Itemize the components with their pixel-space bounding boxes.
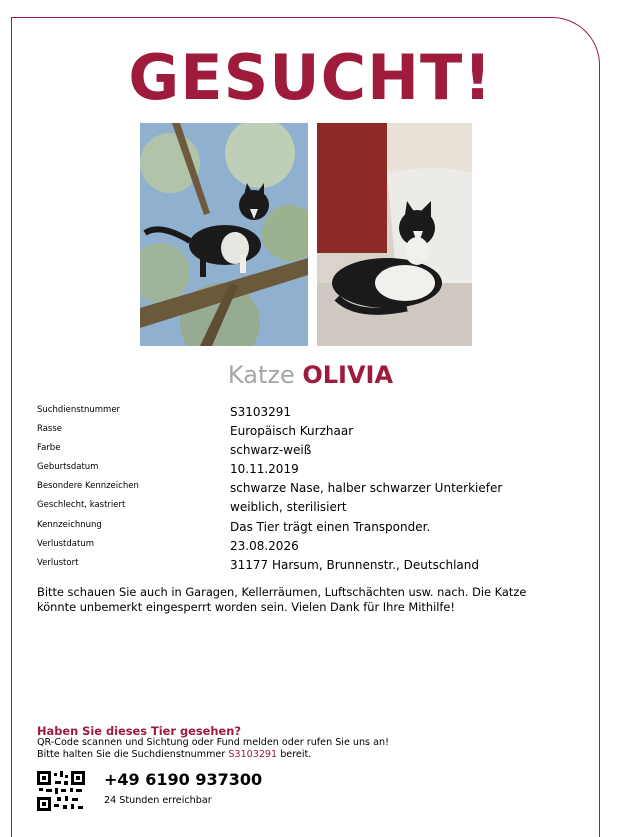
detail-label: Verlustort: [37, 557, 79, 568]
detail-label: Geburtsdatum: [37, 462, 99, 473]
detail-row: [37, 422, 577, 441]
detail-row: [37, 479, 577, 498]
poster-title: GESUCHT!: [128, 41, 493, 114]
details-table: [37, 403, 577, 575]
contact-reference-prefix: Bitte halten Sie die Suchdienstnummer: [37, 749, 229, 760]
detail-value: weiblich, sterilisiert: [230, 500, 347, 515]
detail-value: 23.08.2026: [230, 538, 299, 553]
detail-row: [37, 403, 577, 422]
detail-value: schwarze Nase, halber schwarzer Unterkiefer: [230, 481, 503, 496]
availability-note: 24 Stunden erreichbar: [104, 795, 212, 806]
contact-heading: Haben Sie dieses Tier gesehen?: [37, 724, 241, 738]
detail-label: Rasse: [37, 424, 63, 435]
detail-row: [37, 518, 577, 537]
species-label: Katze: [227, 361, 295, 389]
detail-row: [37, 556, 577, 575]
detail-label: Besondere Kennzeichen: [37, 481, 139, 492]
detail-label: Kennzeichnung: [37, 519, 102, 530]
detail-label: Geschlecht, kastriert: [37, 500, 126, 511]
detail-label: Verlustdatum: [37, 538, 94, 549]
phone-number[interactable]: +49 6190 937300: [104, 770, 263, 789]
cat-on-branch-photo: [140, 123, 308, 346]
contact-reference-line: [37, 749, 311, 760]
detail-row: [37, 441, 577, 460]
contact-reference-suffix: bereit.: [277, 749, 312, 760]
detail-label: Farbe: [37, 443, 61, 454]
contact-instruction: QR-Code scannen und Sichtung oder Fund melden oder rufen Sie uns an!: [37, 737, 389, 748]
pet-name-heading: [0, 360, 621, 390]
detail-value: Das Tier trägt einen Transponder.: [230, 519, 431, 534]
cat-on-sofa-photo: [317, 123, 472, 346]
detail-value: Europäisch Kurzhaar: [230, 424, 354, 439]
detail-value: 10.11.2019: [230, 462, 299, 477]
detail-label: Suchdienstnummer: [37, 405, 121, 415]
detail-value: schwarz-weiß: [230, 443, 312, 458]
detail-row: [37, 498, 577, 517]
detail-row: [37, 537, 577, 556]
search-note: Bitte schauen Sie auch in Garagen, Kellerräumen, Luftschächten usw. nach. Die Katze könnte unbemerkt eingesperrt worden sein. Vielen Dank für Ihre Mithilfe!: [37, 585, 527, 614]
detail-row: [37, 460, 577, 479]
qr-code-icon[interactable]: [37, 771, 85, 811]
contact-reference-number: S3103291: [228, 749, 278, 760]
detail-value: S3103291: [230, 405, 292, 419]
pet-name: OLIVIA: [302, 361, 394, 389]
detail-value: 31177 Harsum, Brunnenstr., Deutschland: [230, 557, 479, 572]
